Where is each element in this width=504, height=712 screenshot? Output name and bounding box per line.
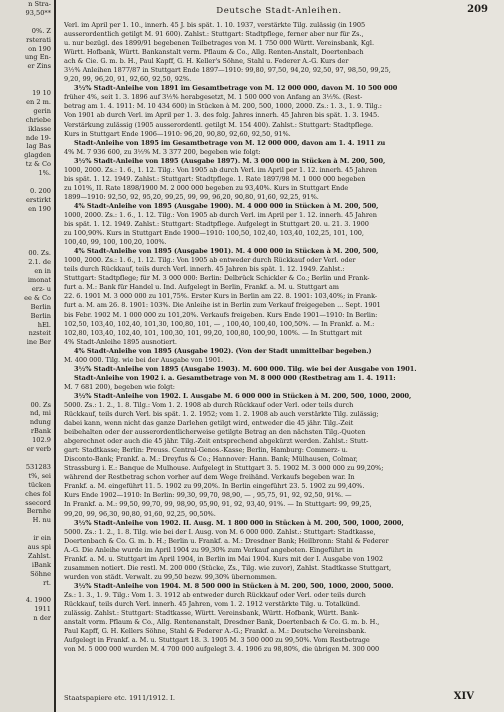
text-line: Verl. im April per 1. 10., innerh. 45 J. bis spät. 1. 10. 1937, verstärkte Tilg. zulässig (in 1905 [64,21,366,29]
text-line: M. 7 681 200), begeben wie folgt: [64,382,175,391]
gutter-fragment: H. nu [32,516,51,525]
gutter-fragment [0,80,54,89]
gutter-fragment [0,18,54,27]
gutter-fragment: 2.1. de [28,258,51,267]
section-heading-line: 3½% Stadt-Anleihe von 1895 (Ausgabe 1897). M. 3 000 000 in Stücken à M. 200, 500, [74,156,386,165]
page-footer [64,690,494,706]
text-line: 4% Stadt-Anleihe 1895 ausnotiert. [64,337,177,346]
gutter-fragment: 19 10 [32,89,51,98]
text-line: 99,20, 99, 96,30, 90,80, 91,60, 92,25, 90,50%. [64,509,216,518]
text-line: A.-G. Die Anleihe wurde im April 1904 zu 99,30% zum Verkauf angeboten. Eingeführt in [64,545,353,554]
gutter-fragment: ches fol [25,489,51,498]
text-line: Frankf. a. M. eingeführt 11. 5. 1902 zu 99,20%. In Berlin eingeführt 23. 5. 1902 zu 99,40%. [64,482,365,491]
gutter-fragment: nzsteit [28,329,51,338]
text-line: 1000, 2000. Zs.: 1. 6., 1. 12. Tilg.: Von 1905 ab durch Verl. im April per 1. 12. innerh. 45 Jahren [64,165,377,174]
gutter-fragment: nde 19- [25,133,51,142]
text-line: In Frankf. a. M.: 99,50, 99,70, 99, 98,90, 95,90, 91, 92, 93,40, 91%. — In Stuttgart: 99, 99,25, [64,500,372,509]
gutter-fragment [0,240,54,249]
text-line: Disconto-Bank; Frankf. a. M.: Dreyfus & Co.; Hannover: Hann. Bank; Mülhausen, Colmar, [64,455,358,464]
text-line: beibehalten oder der ausserordentlicherweise getilgte Betrag an den nächsten Tilg.-Quoten [64,428,366,437]
text-line: von M. 5 000 000 wurden M. 4 700 000 aufgelegt 3. 4. 1906 zu 98,80%, die übrigen M. 300 000 [64,645,380,654]
text-line: bis Febr. 1902 M. 1 000 000 zu 101,20%. Verkaufs freigeben. Kurs Ende 1901—1910: In Berlin: [64,310,378,319]
gutter-fragment: 00. Zs [30,400,51,409]
section-heading-line: 3½% Stadt-Anleihe von 1891 im Gesamtbetrage von M. 12 000 000, davon M. 10 500 000 [74,84,398,93]
text-line: 1000, 2000. Zs.: 1. 6., 1. 12. Tilg.: Von 1905 ab entweder durch Rückkauf oder Verl. oder [64,256,356,265]
gutter-fragment [0,356,54,365]
gutter-fragment: er verb [26,445,51,454]
text-line: 5000. Zs.: 1. 2., 1. 8. Tilg. wie bei der I. Ausg. von M. 6 000 000. Zahlst.: Stuttgart: Stadtkasse, [64,527,376,536]
gutter-fragment: ung En- [24,53,51,62]
gutter-fragment: n Stra- [28,0,51,8]
text-line: zu 100,90%. Kurs in Stuttgart Ende 1900—1910: 100,50, 102,40, 103,40, 102,25, 101, 100, [64,229,364,238]
text-line: dabei kann, wenn nicht das ganze Darlehen getilgt wird, entweder die 45 jähr. Tilg.-Zeit [64,419,354,428]
gutter-fragment: on 190 [28,44,51,53]
gutter-fragment: rBank [30,427,51,436]
text-line: zusammen notiert. Die restl. M. 200 000 (Stücke, Zs., Tilg. wie zuvor), Zahlst. Stadtkasse Stuttgart, [64,563,391,572]
section-heading-line: 3½% Stadt-Anleihe von 1902. II. Ausg. M. 1 800 000 in Stücken à M. 200, 500, 1000, 2000, [74,518,404,527]
gutter-fragment: tz & Co [25,160,51,169]
gutter-fragment: nd, mi [29,409,51,418]
gutter-fragment: Berlin [30,311,51,320]
text-line: furt a. M.: Bank für Handel u. Ind. Aufgelegt in Berlin, Frankf. a. M. u. Stuttgart am [64,283,339,292]
text-line: furt a. M. am 26. 8. 1901: 103%. Die Anleihe ist in Berlin zum Verkauf freigegeben ... Sept. 1901 [64,301,381,310]
running-header [64,4,494,18]
text-line: 3½% Anleihen 1877/87 in Stuttgart Ende 1897—1910: 99,80, 97,50, 94,20, 92,50, 97, 98,50, 99,25, [64,66,391,75]
text-line: bis spät. 1. 12. 1949. Zahlst.: Stuttgart: Stadtpflege. Aufgelegt in Stuttgart 20. u. 21. 3. 1900 [64,220,369,229]
text-line: 1899—1910: 92,50, 92, 95,20, 99,25, 99, 99, 96,20, 90,80, 91,60, 92,25, 91%. [64,192,319,201]
text-line: M. 400 000. Tilg. wie bei der Ausgabe von 1901. [64,355,224,364]
gutter-fragment: iklasse [28,124,51,133]
text-line: 9,20, 99, 96,20, 91, 92,60, 92,50, 92%. [64,75,192,84]
gutter-fragment: 93,50** [25,8,51,17]
text-line: Kurs Ende 1902—1910: In Berlin: 99,30, 99,70, 98,90, — , 95,75, 91, 92, 92,50, 91%. — [64,491,352,500]
text-line: Paul Kapff, G. H. Kellers Söhne, Stahl & Federer A.-G.; Frankf. a. M.: Deutsche Vereinsbank. [64,627,367,636]
text-line: Württ. Hofbank, Württ. Bankanstalt verm. Pflaum & Co., Allg. Renten-Anstalt, Doertenbach [64,48,364,57]
gutter-fragment: 102.9 [32,436,51,445]
page-body [64,21,494,685]
section-heading-line: 3½% Stadt-Anleihe von 1904. M. 8 500 000 in Stücken à M. 200, 500, 1000, 2000, 5000. [74,581,394,590]
gutter-fragment: en in [34,267,51,276]
text-line: wurden von städt. Verwalt. zu 99,50 bezw. 99,30% übernommen. [64,572,277,581]
gutter-fragment [0,588,54,597]
gutter-fragment [0,374,54,383]
text-line: anstalt vorm. Pflaum & Co., Allg. Rentenanstalt, Dresdner Bank, Doertenbach & Co. G. m. b. H., [64,618,380,627]
gutter-fragment: n der [33,614,51,623]
text-line: Von 1901 ab durch Verl. im April per 1. 3. des folg. Jahres innerh. 45 Jahren bis spät. 1. 3. 1945. [64,111,380,120]
text-line: Verstärkung zulässig (1905 ausserordentl. getilgt M. 154 400). Zahlst.: Stuttgart: Stadtpflege. [64,120,374,129]
section-heading-line: Stadt-Anleihe von 1895 im Gesamtbetrage von M. 12 000 000, davon am 1. 4. 1911 zu [74,138,386,147]
text-line: betrag am 1. 4. 1911: M. 10 434 600) in Stücken à M. 200, 500, 1000, 2000. Zs.: 1. 3., 1. 9. Tilg.: [64,102,382,111]
gutter-fragment: rt. [43,578,51,587]
text-line: teils durch Rückkauf, teils durch Verl. innerh. 45 Jahren bis spät. 1. 12. 1949. Zahlst.: [64,265,345,274]
gutter-fragment: rsterati [26,35,51,44]
gutter-fragment: Bernhe [26,507,51,516]
text-line: Doertenbach & Co. G. m. b. H.; Berlin u. Frankf. a. M.: Dresdner Bank; Heilbronn: Stahl & Federer [64,536,389,545]
text-line: Rückkauf, teils durch Verl. bis spät. 1. 2. 1952; vom 1. 2. 1908 ab auch verstärkte Tilg. zulässig; [64,410,379,419]
text-line: Zs.: 1. 3., 1. 9. Tilg.: Vom 1. 3. 1912 ab entweder durch Rückkauf oder Verl. oder teils durch [64,590,366,599]
gutter-fragment: tücken [28,480,51,489]
signature-mark: Staatspapiere etc. 1911/1912. I. [64,694,176,702]
text-line: gart: Stadtkasse; Berlin: Preuss. Central-Genos.-Kasse; Berlin, Hamburg: Commerz- u. [64,446,348,455]
text-line: ach & Cie. G. m. b. H., Paul Kapff, G. H. Keller's Söhne, Stahl u. Federer A.-G. Kurs der [64,57,349,66]
gutter-fragment: imonat [27,275,51,284]
gutter-fragment [0,383,54,392]
text-line: abgerechnet oder auch die 45 jähr. Tilg.-Zeit entsprechend abgekürzt werden. Zahlst.: Stutt- [64,437,369,446]
page-number: 209 [467,4,488,15]
gutter-fragment [0,347,54,356]
text-line: Kurs in Stuttgart Ende 1906—1910: 96,20, 90,80, 92,60, 92,50, 91%. [64,129,291,138]
gutter-fragment: en 2 m. [26,97,51,106]
gutter-fragment: 4. 1900 [25,596,51,605]
gutter-fragment: Zahlst. [28,551,51,560]
gutter-fragment: 1911 [34,605,51,614]
gutter-fragment: er Zins [27,62,51,71]
gutter-fragment: chriebe [25,115,51,124]
gutter-fragment: Söhne [30,569,51,578]
section-heading-line: 3½% Stadt-Anleihe von 1895 (Ausgabe 1903). M. 600 000. Tilg. wie bei der Ausgabe von 1901. [74,364,417,373]
text-line: 5000. Zs.: 1. 2., 1. 8. Tilg.: Vom 1. 2. 1908 ab durch Rückkauf oder Verl. oder teils durch [64,400,354,409]
gutter-fragment: ee & Co [24,293,51,302]
gutter-fragment: 0%. Z [31,26,51,35]
gutter-fragment: erstirkt [26,195,51,204]
gutter-fragment: ine Ber [26,338,51,347]
section-heading-line: 3½% Stadt-Anleihe von 1902. I. Ausgabe M. 6 000 000 in Stücken à M. 200, 500, 1000, 2000, [74,391,412,400]
text-line: ausserordentlich getilgt M. 91 600). Zahlst.: Stuttgart: Stadtpflege, ferner aber nur für Zs., [64,30,364,39]
gutter-fragment: 00. Zs. [28,249,51,258]
text-line: bis spät. 1. 12. 1949. Zahlst.: Stuttgart: Stadtpflege. 1. Rate 1897/98 M. 1 000 000 begeben [64,174,366,183]
section-heading-line: 4% Stadt-Anleihe von 1895 (Ausgabe 1900). M. 4 000 000 in Stücken à M. 200, 500, [74,201,379,210]
gutter-fragment [0,214,54,223]
gutter-fragment [0,178,54,187]
gutter-fragment [0,71,54,80]
gutter-fragment [0,454,54,463]
text-line: zu 101%, II. Rate 1898/1900 M. 2 000 000 begeben zu 93,40%. Kurs in Stuttgart Ende [64,183,349,192]
gutter-fragment: gerin [33,106,51,115]
text-line: Stuttgart: Stadtpflege; für M. 3 000 000: Berlin: Delbrück Schickler & Co.; Berlin und Frank- [64,274,370,283]
gutter-fragment: lag Bas [26,142,51,151]
gutter-fragment: en 190 [28,204,51,213]
gutter-fragment: iBank [31,560,51,569]
gutter-fragment: erz- u [31,284,51,293]
text-line: 102,50, 103,40, 102,40, 101,30, 100,80, 101, — , 100,40, 100,40, 100,50%. — In Frankf. a. M.: [64,319,375,328]
section-heading-line: Stadt-Anleihe von 1902 i. a. Gesamtbetrage von M. 8 000 000 (Restbetrag am 1. 4. 1911: [74,373,396,382]
gutter-fragment: 531283 [25,462,51,471]
gutter-fragment [0,365,54,374]
text-line: zulässig. Zahlst.: Stuttgart: Stadtkasse, Württ. Vereinsbank, Württ. Hofbank, Württ. Bank- [64,609,359,618]
gutter-fragment: t%, sei [28,471,51,480]
gutter-fragment [0,223,54,232]
running-title: Deutsche Stadt-Anleihen. [216,6,342,16]
text-line: Rückkauf, teils durch Verl. innerh. 45 Jahren, vom 1. 2. 1912 verstärkte Tilg. u. Totalkünd. [64,600,361,608]
text-line: u. nur bezügl. des 1899/91 begebenen Teilbetrages von M. 1 750 000 Württ. Vereinsbank, Kgl. [64,39,374,48]
gutter-fragment: hEl. [37,320,51,329]
section-heading-line: 4% Stadt-Anleihe von 1895 (Ausgabe 1902). (Von der Stadt unmittelbar begeben.) [74,346,372,355]
gutter-fragment: ir ein [33,534,51,543]
text-line: 1000, 2000. Zs.: 1. 6., 1. 12. Tilg.: Von 1905 ab durch Verl. im April per 1. 12. innerh. 45 Jahren [64,210,377,219]
gutter-fragment: ndung [29,418,51,427]
gutter-fragment: glagden [24,151,51,160]
section-heading-line: 4% Stadt-Anleihe von 1895 (Ausgabe 1901). M. 4 000 000 in Stücken à M. 200, 500, [74,247,379,256]
text-line: früher 4%, seit 1. 3. 1896 auf 3½% herabgesetzt, M. 1 500 000 von Anfang an 3½%. (Rest- [64,93,363,102]
gutter-fragment [0,392,54,401]
text-line: während der Restbetrag schon vorher auf dem Wege freihänd. Verkaufs begeben war. In [64,473,355,482]
previous-page-edge [0,0,56,712]
text-line: Frankf. a. M. u. Stuttgart im April 1904, in Berlin im Mai 1904. Kurs mit der I. Ausgabe von 1902 [64,554,384,563]
gutter-fragment: aus spi [27,543,51,552]
gutter-fragment [0,231,54,240]
text-line: 22. 6. 1901 M. 3 000 000 zu 101,75%. Erster Kurs in Berlin am 22. 8. 1901: 103,40%; in Frank- [64,292,378,301]
text-line: 100,40, 99, 100, 100,20, 100%. [64,238,167,247]
gutter-fragment: 0. 200 [30,186,51,195]
gutter-fragment: 1%. [38,169,51,178]
text-line: 4% M. 7 936 600, zu 3½% M. 3 377 200, begeben wie folgt: [64,147,261,156]
sheet-number: XIV [453,691,474,702]
gutter-fragment: ssecord [25,498,51,507]
gutter-fragment: Berlin [30,302,51,311]
gutter-fragment [0,525,54,534]
text-line: Strassburg i. E.: Banque de Mulhouse. Aufgelegt in Stuttgart 3. 5. 1902 M. 3 000 000 zu 99,20%; [64,464,384,473]
text-line: 102,80, 103,40, 102,40, 101, 100,30, 101, 99,20, 100,80, 100,90, 100%. — In Stuttgart mit [64,328,363,337]
text-line: Aufgelegt in Frankf. a. M. u. Stuttgart 18. 3. 1905 M. 3 500 000 zu 99,50%. Vom Restbetrage [64,636,370,645]
